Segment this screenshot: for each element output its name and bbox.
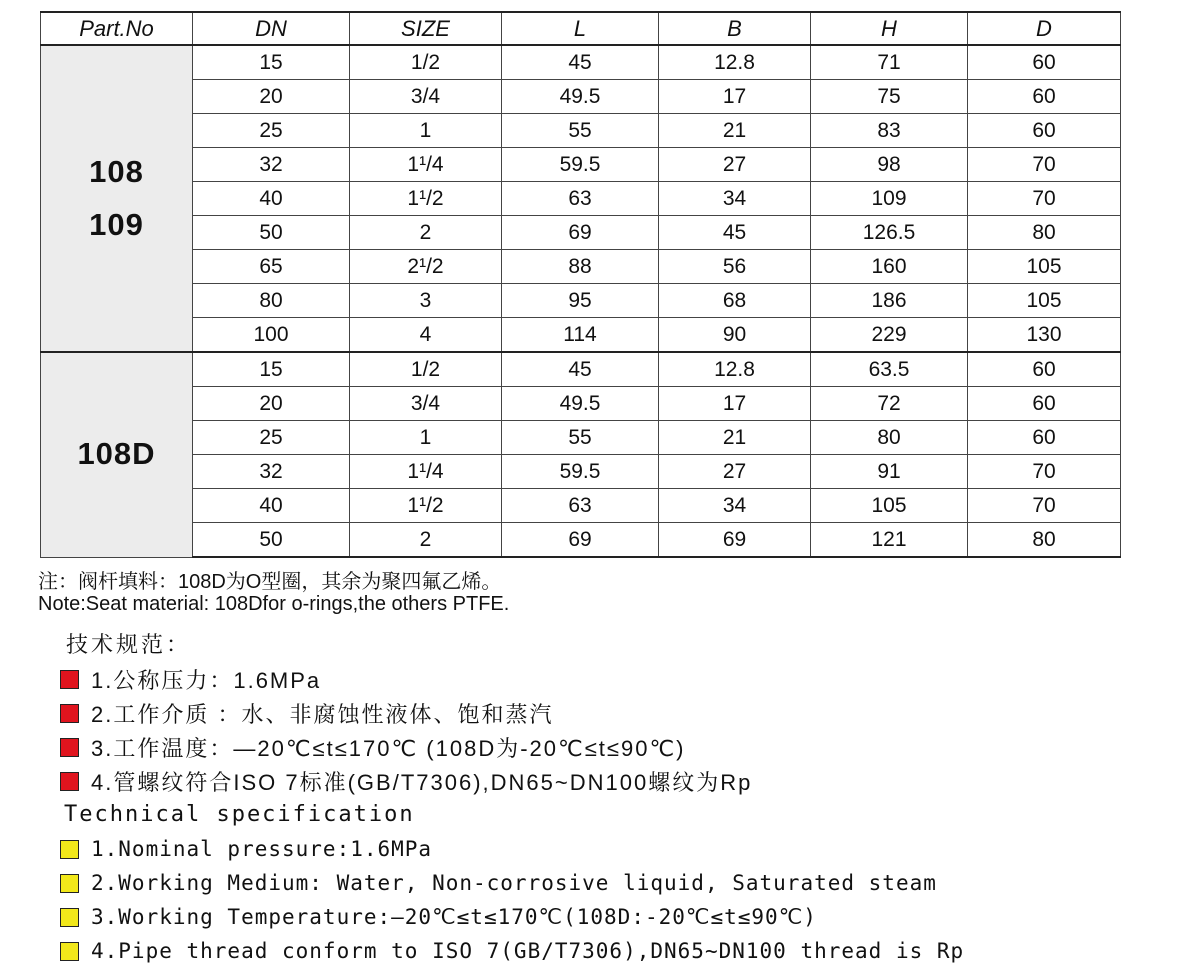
table-cell: 45: [502, 45, 659, 80]
table-cell: 32: [193, 455, 350, 489]
spec-item: [60, 832, 964, 866]
table-cell: 1/2: [350, 45, 502, 80]
table-cell: 45: [659, 216, 811, 250]
note-en: Note:Seat material: 108Dfor o-rings,the others PTFE.: [38, 593, 510, 615]
bullet-square-icon: [60, 840, 79, 859]
spec-item: [60, 866, 964, 900]
table-cell: 88: [502, 250, 659, 284]
table-cell: 20: [193, 80, 350, 114]
spec-item: [60, 696, 964, 730]
table-cell: 80: [968, 523, 1121, 558]
table-cell: 72: [811, 387, 968, 421]
table-cell: 1: [350, 114, 502, 148]
table-cell: 32: [193, 148, 350, 182]
table-cell: 160: [811, 250, 968, 284]
notes: [38, 571, 509, 615]
table-row: [41, 489, 1121, 523]
table-cell: 27: [659, 455, 811, 489]
bullet-square-icon: [60, 670, 79, 689]
part-no-cell: 108 109: [41, 45, 193, 352]
table-row: [41, 45, 1121, 80]
table-cell: 15: [193, 352, 350, 387]
table-cell: 69: [502, 216, 659, 250]
table-cell: 83: [811, 114, 968, 148]
table-cell: 80: [193, 284, 350, 318]
spec-item: [60, 934, 964, 968]
table-row: [41, 148, 1121, 182]
table-cell: 75: [811, 80, 968, 114]
technical-specification: [60, 628, 964, 968]
table-row: [41, 80, 1121, 114]
table-cell: 40: [193, 182, 350, 216]
header-h: H: [811, 12, 968, 45]
spec-item: [60, 662, 964, 696]
tech-list-cn: [60, 662, 964, 798]
part-no-cell: 108D: [41, 352, 193, 557]
table-cell: 105: [968, 250, 1121, 284]
spec-item-text: 4.Pipe thread conform to ISO 7(GB/T7306),DN65~DN100 thread is Rp: [91, 939, 965, 963]
spec-item-text: 1.Nominal pressure:1.6MPa: [91, 837, 433, 861]
table-cell: 59.5: [502, 455, 659, 489]
table-cell: 68: [659, 284, 811, 318]
header-size: SIZE: [350, 12, 502, 45]
table-row: [41, 523, 1121, 558]
table-cell: 70: [968, 182, 1121, 216]
table-cell: 20: [193, 387, 350, 421]
table-cell: 55: [502, 421, 659, 455]
table-cell: 60: [968, 114, 1121, 148]
table-cell: 21: [659, 421, 811, 455]
table-cell: 1¹/4: [350, 455, 502, 489]
table-cell: 71: [811, 45, 968, 80]
table-cell: 15: [193, 45, 350, 80]
table-cell: 56: [659, 250, 811, 284]
table-cell: 2¹/2: [350, 250, 502, 284]
table-cell: 114: [502, 318, 659, 353]
table-cell: 55: [502, 114, 659, 148]
table-cell: 12.8: [659, 352, 811, 387]
table-cell: 1¹/2: [350, 489, 502, 523]
bullet-square-icon: [60, 874, 79, 893]
bullet-square-icon: [60, 704, 79, 723]
header-d: D: [968, 12, 1121, 45]
table-row: [41, 352, 1121, 387]
table-cell: 45: [502, 352, 659, 387]
table-cell: 105: [811, 489, 968, 523]
table-cell: 25: [193, 421, 350, 455]
spec-item-text: 4.管螺纹符合ISO 7标准(GB/T7306),DN65~DN100螺纹为Rp: [91, 769, 753, 795]
bullet-square-icon: [60, 772, 79, 791]
table-cell: 69: [502, 523, 659, 558]
table-cell: 50: [193, 523, 350, 558]
table-cell: 17: [659, 387, 811, 421]
table-cell: 1¹/4: [350, 148, 502, 182]
table-cell: 80: [811, 421, 968, 455]
spec-item-text: 2.Working Medium: Water, Non-corrosive liquid, Saturated steam: [91, 871, 937, 895]
table-row: [41, 421, 1121, 455]
bullet-square-icon: [60, 942, 79, 961]
table-cell: 34: [659, 489, 811, 523]
table-cell: 186: [811, 284, 968, 318]
note-cn: 注：阀杆填料：108D为O型圈，其余为聚四氟乙烯。: [38, 571, 502, 593]
table-cell: 50: [193, 216, 350, 250]
table-cell: 109: [811, 182, 968, 216]
table-cell: 100: [193, 318, 350, 353]
table-header: [41, 12, 1121, 45]
table-cell: 70: [968, 148, 1121, 182]
table-cell: 70: [968, 489, 1121, 523]
table-cell: 4: [350, 318, 502, 353]
spec-table: [40, 11, 1121, 558]
table-row: [41, 250, 1121, 284]
table-cell: 49.5: [502, 80, 659, 114]
bullet-square-icon: [60, 738, 79, 757]
table-row: [41, 114, 1121, 148]
table-cell: 3/4: [350, 80, 502, 114]
table-row: [41, 182, 1121, 216]
table-cell: 3: [350, 284, 502, 318]
header-row: [41, 12, 1121, 45]
table-cell: 229: [811, 318, 968, 353]
table-cell: 60: [968, 80, 1121, 114]
table-row: [41, 216, 1121, 250]
table-cell: 60: [968, 352, 1121, 387]
table-cell: 49.5: [502, 387, 659, 421]
spec-item-text: 2.工作介质 ：水、非腐蚀性液体、饱和蒸汽: [91, 701, 554, 727]
table-cell: 70: [968, 455, 1121, 489]
table-cell: 17: [659, 80, 811, 114]
table-cell: 80: [968, 216, 1121, 250]
table-cell: 1/2: [350, 352, 502, 387]
table-cell: 69: [659, 523, 811, 558]
table-cell: 105: [968, 284, 1121, 318]
table-cell: 130: [968, 318, 1121, 353]
table-body: [41, 45, 1121, 557]
header-l: L: [502, 12, 659, 45]
spec-item: [60, 730, 964, 764]
table-row: [41, 284, 1121, 318]
table-cell: 1¹/2: [350, 182, 502, 216]
table-row: [41, 455, 1121, 489]
table-cell: 3/4: [350, 387, 502, 421]
table-cell: 121: [811, 523, 968, 558]
spec-item-text: 1.公称压力：1.6MPa: [91, 667, 322, 693]
header-part-no: Part.No: [41, 12, 193, 45]
table-cell: 12.8: [659, 45, 811, 80]
tech-title-en: Technical specification: [64, 802, 415, 827]
table-cell: 25: [193, 114, 350, 148]
spec-item-text: 3.Working Temperature:—20℃≤t≤170℃(108D:-20℃≤t≤90℃): [91, 905, 817, 929]
spec-item: [60, 764, 964, 798]
table-cell: 27: [659, 148, 811, 182]
table-cell: 59.5: [502, 148, 659, 182]
spec-item-text: 3.工作温度：—20℃≤t≤170℃ (108D为-20℃≤t≤90℃): [91, 735, 686, 761]
header-dn: DN: [193, 12, 350, 45]
table-cell: 21: [659, 114, 811, 148]
table-cell: 90: [659, 318, 811, 353]
table-cell: 95: [502, 284, 659, 318]
table-cell: 63.5: [811, 352, 968, 387]
table-cell: 60: [968, 421, 1121, 455]
table-cell: 98: [811, 148, 968, 182]
table-cell: 2: [350, 216, 502, 250]
table-row: [41, 387, 1121, 421]
table-cell: 1: [350, 421, 502, 455]
tech-list-en: [60, 832, 964, 968]
table-cell: 2: [350, 523, 502, 558]
table-cell: 126.5: [811, 216, 968, 250]
table-row: [41, 318, 1121, 353]
table-cell: 34: [659, 182, 811, 216]
table-cell: 91: [811, 455, 968, 489]
table-cell: 63: [502, 182, 659, 216]
spec-item: [60, 900, 964, 934]
bullet-square-icon: [60, 908, 79, 927]
table-cell: 40: [193, 489, 350, 523]
table-cell: 63: [502, 489, 659, 523]
tech-title-cn: 技术规范：: [66, 632, 192, 657]
table-cell: 60: [968, 45, 1121, 80]
table-cell: 60: [968, 387, 1121, 421]
header-b: B: [659, 12, 811, 45]
table-cell: 65: [193, 250, 350, 284]
